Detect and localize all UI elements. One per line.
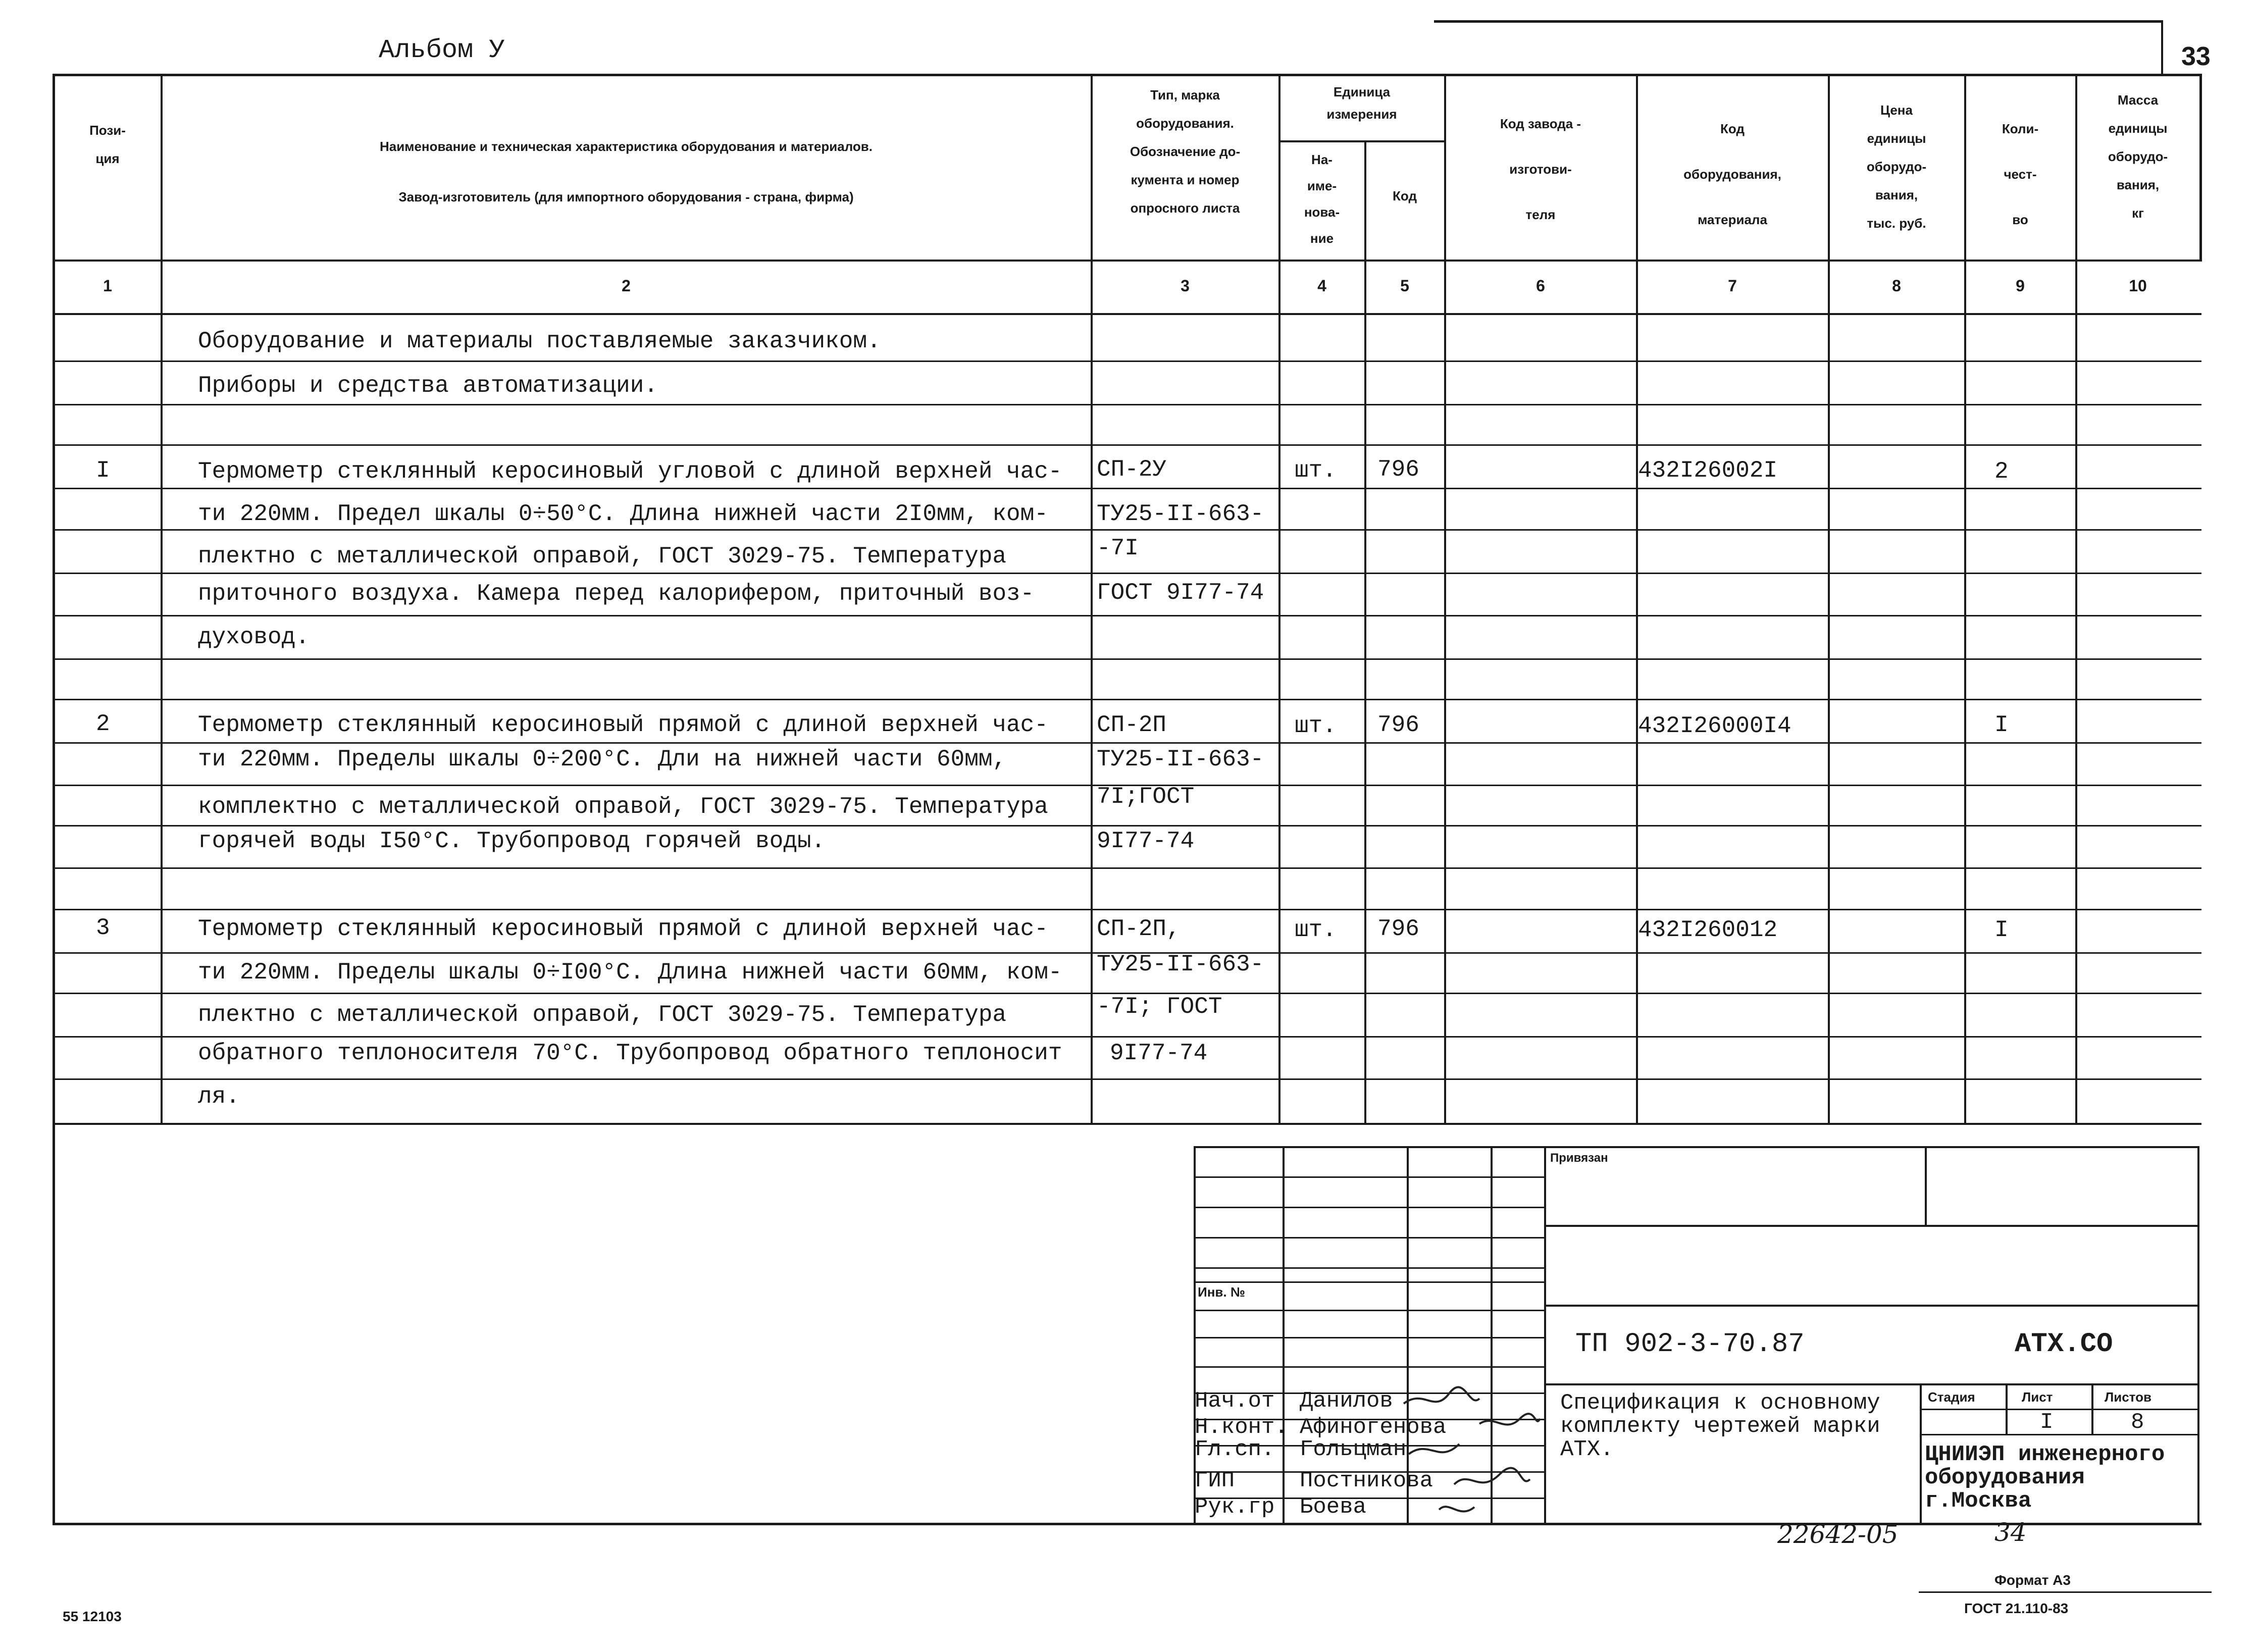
role-name: Гольцман [1300,1437,1407,1462]
item-type-line: 9I77-74 [1097,828,1195,854]
item-desc-line: комплектно с металлической оправой, ГОСТ 3029-75. Температура [198,794,1048,820]
sheet-label: Лист [2022,1389,2053,1405]
colnum-1: 1 [103,277,112,295]
role-name: Боева [1300,1494,1367,1520]
header-col9: Коли- чест- во [2002,121,2039,227]
colnum-8: 8 [1892,277,1901,295]
item-type-line: -7I; ГОСТ [1097,994,1222,1020]
role-name: Афиногенова [1300,1415,1447,1440]
role-label: ГИП [1195,1468,1235,1493]
item-type-line: ТУ25-II-663- [1097,951,1264,977]
item-desc-line: ти 220мм. Пределы шкалы 0÷200°С. Дли на нижней части 60мм, [198,746,1007,772]
item-unit-code: 796 [1377,456,1419,483]
role-label: Нач.от [1195,1388,1275,1414]
col-line-1 [161,74,163,1124]
frame-left [53,74,55,1524]
sheet-value: I [2040,1410,2054,1435]
doc-mark: АТХ.СО [2015,1329,2113,1360]
colnum-2: 2 [622,277,631,295]
item-desc-line: Термометр стеклянный керосиновый прямой с длиной верхней час- [198,712,1048,738]
header-col8: Цена единицы оборудо- вания, тыс. руб. [1866,102,1927,231]
item-unit: шт. [1295,457,1337,484]
header-col1: Пози- ция [89,123,126,166]
colnum-6: 6 [1536,277,1545,295]
item-type-line: СП-2П, [1097,916,1181,942]
col-line-9 [2075,74,2077,1124]
role-name: Постникова [1300,1468,1433,1493]
album-label: Альбом У [379,35,505,65]
handwritten-number: 22642-05 [1777,1520,1899,1549]
sheets-label: Листов [2105,1389,2151,1405]
col-line-2 [1091,74,1093,1124]
colnum-7: 7 [1728,277,1737,295]
header-col2: Наименование и техническая характеристика оборудования и материалов. Завод-изготовитель (для импортного оборудования - страна, фирма) [379,139,873,204]
item-desc-line: плектно с металлической оправой, ГОСТ 3029-75. Температура [198,1002,1007,1028]
frame-right [2199,74,2202,262]
item-desc-line: духовод. [198,624,310,650]
item-unit-code: 796 [1377,712,1419,738]
header-col10: Масса единицы оборудо- вания, кг [2108,92,2168,221]
privyazan-label: Привязан [1550,1151,1608,1165]
item-code: 432I26000I4 [1638,713,1791,739]
item-position: I [96,457,110,484]
item-type-line: СП-2У [1097,456,1167,483]
stamp-title: Спецификация к основному комплекту чертежей марки АТХ. [1560,1390,1880,1462]
stage-label: Стадия [1928,1389,1975,1405]
top-rule [1434,20,2161,23]
role-label: Гл.сп. [1195,1437,1275,1462]
header-unit: Единица измерения [1326,84,1397,122]
footer-rule [1919,1591,2212,1593]
colnum-10: 10 [2129,277,2147,295]
section-line-1: Оборудование и материалы поставляемые заказчиком. [198,328,881,354]
header-col6: Код завода - изготови- теля [1500,116,1581,222]
item-desc-line: горячей воды I50°С. Трубопровод горячей воды. [198,828,826,854]
format-label: Формат А3 [1994,1572,2071,1588]
item-type-line: ГОСТ 9I77-74 [1097,580,1264,606]
colnum-4: 4 [1317,277,1326,295]
item-type-line: 7I;ГОСТ [1097,784,1195,810]
left-code: 55 12103 [63,1609,122,1624]
item-desc-line: ля. [198,1083,240,1110]
colnum-3: 3 [1181,277,1190,295]
doc-code: ТП 902-3-70.87 [1575,1329,1805,1360]
header-col4: На- име- нова- ние [1304,152,1340,246]
item-type-line: ТУ25-II-663- [1097,501,1264,527]
header-col3: Тип, марка оборудования. Обозначение до- кумента и номер опросного листа [1130,87,1241,216]
header-col7: Код оборудования, материала [1683,121,1781,227]
sheet-number: 33 [2181,42,2211,71]
item-code: 432I26002I [1638,457,1778,484]
item-desc-line: ти 220мм. Предел шкалы 0÷50°С. Длина нижней части 2I0мм, ком- [198,501,1048,527]
item-unit: шт. [1295,713,1337,739]
item-desc-line: приточного воздуха. Камера перед калорифером, приточный воз- [198,581,1035,607]
colnum-5: 5 [1400,277,1409,295]
organization: ЦНИИЭП инженерного оборудования г.Москва [1925,1442,2165,1514]
role-label: Н.конт. [1195,1415,1288,1440]
colnum-bottom [53,313,2201,315]
item-unit-code: 796 [1377,916,1419,942]
inv-label: Инв. № [1198,1284,1245,1300]
item-desc-line: плектно с металлической оправой, ГОСТ 3029-75. Температура [198,543,1007,570]
gost-label: ГОСТ 21.110-83 [1964,1601,2069,1616]
header-bottom [53,260,2201,262]
item-type-line: 9I77-74 [1110,1040,1208,1066]
item-type-line: -7I [1097,535,1139,561]
item-position: 2 [96,711,110,737]
item-qty: 2 [1994,458,2009,485]
colnum-9: 9 [2016,277,2025,295]
item-position: 3 [96,915,110,941]
section-line-2: Приборы и средства автоматизации. [198,373,658,399]
item-qty: I [1994,917,2009,943]
sheet-number-box-left [2161,20,2163,76]
item-desc-line: ти 220мм. Пределы шкалы 0÷I00°С. Длина нижней части 60мм, ком- [198,959,1062,986]
frame-top [53,74,2201,76]
item-desc-line: Термометр стеклянный керосиновый угловой с длиной верхней час- [198,458,1062,485]
item-desc-line: обратного теплоносителя 70°С. Трубопровод обратного теплоносит [198,1040,1062,1066]
signatures [1394,1383,1545,1525]
item-qty: I [1994,712,2009,738]
item-unit: шт. [1295,917,1337,943]
item-type-line: ТУ25-II-663- [1097,746,1264,772]
item-code: 432I260012 [1638,917,1778,943]
role-label: Рук.гр [1195,1494,1275,1520]
item-desc-line: Термометр стеклянный керосиновый прямой с длиной верхней час- [198,916,1048,942]
header-col5: Код [1393,188,1417,203]
role-name: Данилов [1300,1388,1393,1414]
unit-split [1278,140,1445,142]
handwritten-page: 34 [1994,1518,2027,1547]
item-type-line: СП-2П [1097,712,1167,738]
sheets-value: 8 [2131,1410,2144,1435]
